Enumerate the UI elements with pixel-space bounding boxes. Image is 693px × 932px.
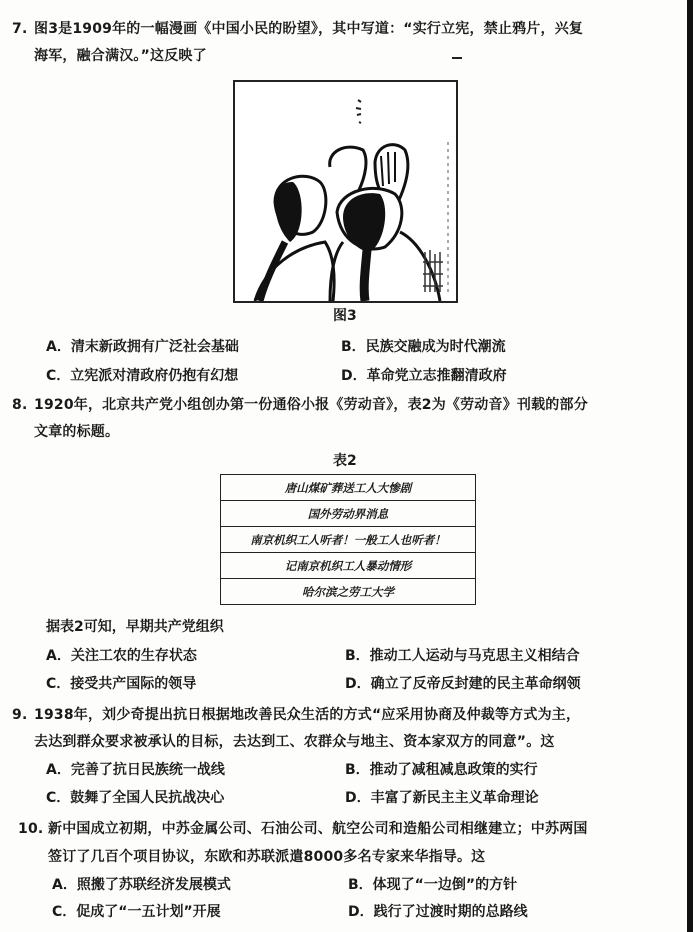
question-stem-line: 海军，融合满汉。”这反映了 bbox=[34, 48, 207, 64]
cartoon-figure-3 bbox=[233, 80, 458, 303]
option-b[interactable]: B．体现了“一边倒”的方针 bbox=[348, 877, 518, 893]
question-stem-line: 去达到群众要求被承认的目标，去达到工、农群众与地主、资本家双方的同意”。这 bbox=[34, 734, 555, 750]
option-a[interactable]: A．完善了抗日民族统一战线 bbox=[46, 762, 225, 778]
option-c[interactable]: C．接受共产国际的领导 bbox=[46, 676, 197, 692]
figure-caption: 图3 bbox=[333, 308, 357, 324]
option-d[interactable]: D．践行了过渡时期的总路线 bbox=[348, 904, 528, 920]
question-stem-line: 1938年，刘少奇提出抗日根据地改善民众生活的方式“应采用协商及仲裁等方式为主， bbox=[34, 707, 581, 723]
question-number: 7. bbox=[12, 21, 28, 37]
option-b[interactable]: B．民族交融成为时代潮流 bbox=[341, 339, 506, 355]
question-stem-line: 新中国成立初期，中苏金属公司、石油公司、航空公司和造船公司相继建立；中苏两国 bbox=[48, 821, 588, 837]
table-row bbox=[221, 579, 476, 605]
question-stem-line: 签订了几百个项目协议，东欧和苏联派遣8000多名专家来华指导。这 bbox=[48, 849, 486, 865]
cartoon-illustration-icon bbox=[235, 82, 456, 301]
option-b[interactable]: B．推动工人运动与马克思主义相结合 bbox=[345, 648, 580, 664]
table-row bbox=[221, 501, 476, 527]
option-c[interactable]: C．鼓舞了全国人民抗战决心 bbox=[46, 790, 225, 806]
table-2 bbox=[220, 474, 476, 605]
question-number: 8. bbox=[12, 397, 28, 413]
option-d[interactable]: D．革命党立志推翻清政府 bbox=[341, 368, 507, 384]
table-cell: 哈尔滨之劳工大学 bbox=[221, 579, 476, 605]
table-cell: 唐山煤矿葬送工人大惨剧 bbox=[221, 475, 476, 501]
question-stem-line: 1920年，北京共产党小组创办第一份通俗小报《劳动音》，表2为《劳动音》刊载的部分 bbox=[34, 397, 588, 413]
option-a[interactable]: A．关注工农的生存状态 bbox=[46, 648, 197, 664]
option-c[interactable]: C．促成了“一五计划”开展 bbox=[52, 904, 221, 920]
table-cell: 记南京机织工人暴动情形 bbox=[221, 553, 476, 579]
page-edge-shadow bbox=[687, 0, 693, 932]
option-d[interactable]: D．丰富了新民主主义革命理论 bbox=[345, 790, 539, 806]
table-title: 表2 bbox=[333, 453, 357, 469]
table-row bbox=[221, 553, 476, 579]
table-row bbox=[221, 475, 476, 501]
option-c[interactable]: C．立宪派对清政府仍抱有幻想 bbox=[46, 368, 239, 384]
question-stem-line: 图3是1909年的一幅漫画《中国小民的盼望》，其中写道：“实行立宪，禁止鸦片，兴复 bbox=[34, 21, 584, 37]
table-cell: 国外劳动界消息 bbox=[221, 501, 476, 527]
question-number: 9. bbox=[12, 707, 28, 723]
table-cell: 南京机织工人听者！一般工人也听者！ bbox=[221, 527, 476, 553]
option-d[interactable]: D．确立了反帝反封建的民主革命纲领 bbox=[345, 676, 581, 692]
option-b[interactable]: B．推动了减租减息政策的实行 bbox=[345, 762, 538, 778]
table-row bbox=[221, 527, 476, 553]
stray-mark bbox=[452, 57, 462, 59]
option-a[interactable]: A．照搬了苏联经济发展模式 bbox=[52, 877, 231, 893]
option-a[interactable]: A．清末新政拥有广泛社会基础 bbox=[46, 339, 239, 355]
question-number: 10. bbox=[18, 821, 44, 837]
question-lead: 据表2可知，早期共产党组织 bbox=[46, 619, 224, 635]
question-stem-line: 文章的标题。 bbox=[34, 424, 120, 440]
